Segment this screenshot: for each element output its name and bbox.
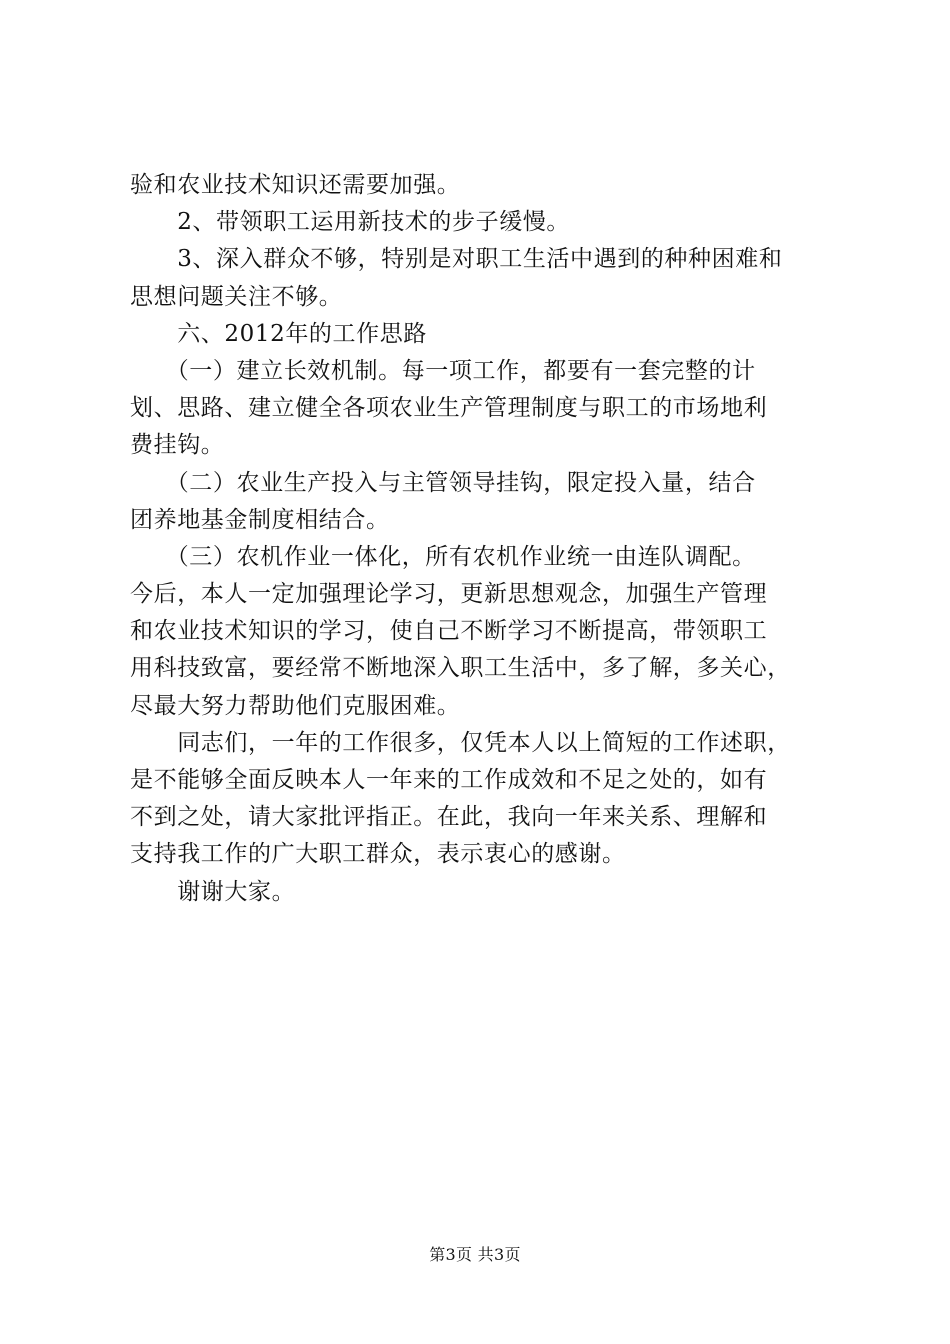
text-line: 思想问题关注不够。	[130, 283, 343, 310]
text-line: 今后，本人一定加强理论学习，更新思想观念，加强生产管理	[130, 581, 768, 608]
text-line: 团养地基金制度相结合。	[130, 506, 390, 533]
text-line: 3、深入群众不够，特别是对职工生活中遇到的种种困难和	[130, 246, 783, 273]
text-line: 尽最大努力帮助他们克服困难。	[130, 692, 461, 719]
text-line: 验和农业技术知识还需要加强。	[130, 172, 461, 198]
text-line: （一）建立长效机制。每一项工作，都要有一套完整的计	[130, 357, 756, 384]
text-line: 是不能够全面反映本人一年来的工作成效和不足之处的，如有	[130, 767, 768, 793]
closing-line: 谢谢大家。	[130, 878, 296, 905]
text-line: （二）农业生产投入与主管领导挂钩，限定投入量，结合	[130, 469, 756, 496]
text-line: 同志们，一年的工作很多，仅凭本人以上简短的工作述职，	[130, 729, 791, 756]
page-number-footer: 第3页 共3页	[429, 1245, 521, 1264]
text-line: 和农业技术知识的学习，使自己不断学习不断提高，带领职工	[130, 618, 768, 645]
text-line: 费挂钩。	[130, 432, 225, 459]
document-body	[130, 167, 830, 911]
text-line: 不到之处，请大家批评指正。在此，我向一年来关系、理解和	[130, 804, 768, 831]
text-line: 用科技致富，要经常不断地深入职工生活中，多了解，多关心，	[130, 655, 791, 682]
section-heading: 六、2012年的工作思路	[130, 320, 427, 347]
text-line: 划、思路、建立健全各项农业生产管理制度与职工的市场地利	[130, 395, 768, 422]
text-line: （三）农机作业一体化，所有农机作业统一由连队调配。	[130, 543, 756, 570]
text-line: 2、带领职工运用新技术的步子缓慢。	[130, 209, 571, 236]
text-line: 支持我工作的广大职工群众，表示衷心的感谢。	[130, 841, 626, 868]
